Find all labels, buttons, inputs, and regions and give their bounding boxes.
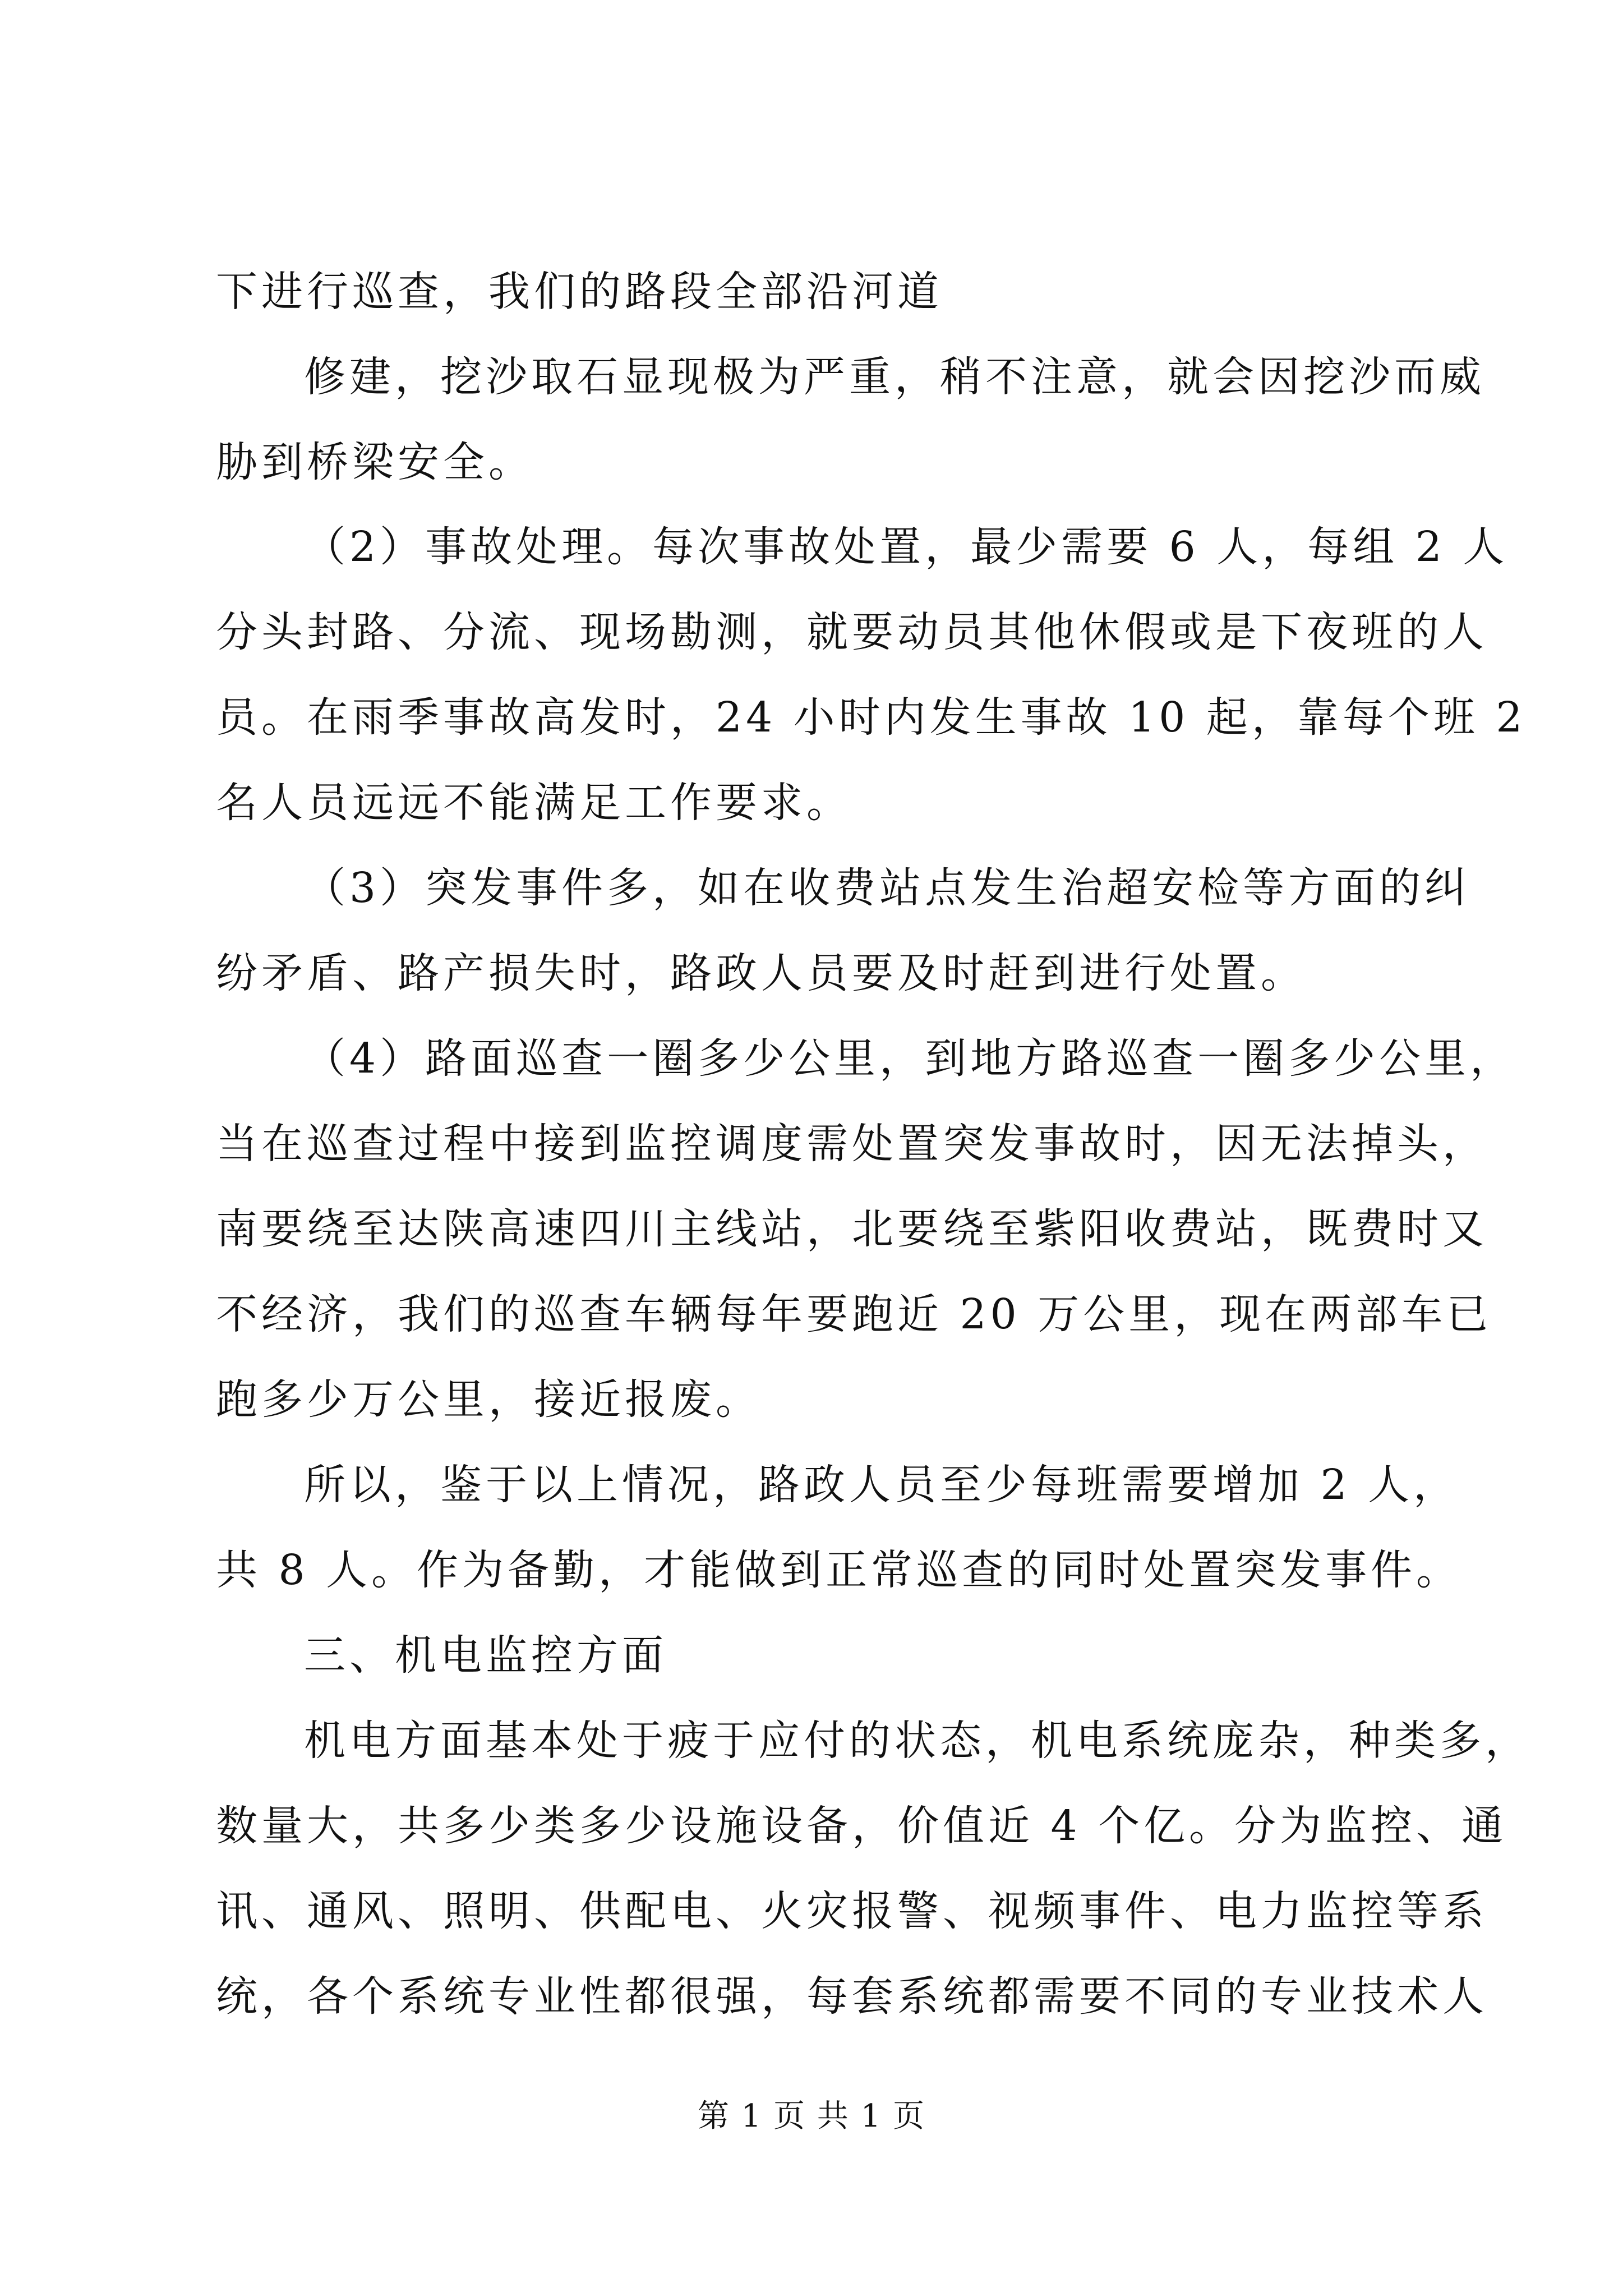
text-line: 统，各个系统专业性都很强，每套系统都需要不同的专业技术人 <box>216 1972 1488 2021</box>
section-heading: 三、机电监控方面 <box>304 1631 667 1680</box>
text-line: 讯、通风、照明、供配电、火灾报警、视频事件、电力监控等系 <box>216 1887 1488 1935</box>
text-line: 不经济，我们的巡查车辆每年要跑近 20 万公里，现在两部车已 <box>216 1290 1492 1338</box>
text-line: 分头封路、分流、现场勘测，就要动员其他休假或是下夜班的人 <box>216 608 1488 656</box>
text-line: 纷矛盾、路产损失时，路政人员要及时赶到进行处置。 <box>216 949 1306 997</box>
text-line: 机电方面基本处于疲于应付的状态，机电系统庞杂，种类多， <box>304 1717 1530 1765</box>
text-line: （3）突发事件多，如在收费站点发生治超安检等方面的纠 <box>304 864 1470 912</box>
text-line: 当在巡查过程中接到监控调度需处置突发事故时，因无法掉头， <box>216 1120 1488 1168</box>
text-line: 南要绕至达陕高速四川主线站，北要绕至紫阳收费站，既费时又 <box>216 1205 1488 1253</box>
text-line: 共 8 人。作为备勤，才能做到正常巡查的同时处置突发事件。 <box>216 1546 1462 1594</box>
text-line: 名人员远远不能满足工作要求。 <box>216 779 852 827</box>
page-footer: 第 1 页 共 1 页 <box>697 2098 926 2134</box>
text-line: 胁到桥梁安全。 <box>216 438 534 486</box>
text-line: 下进行巡查，我们的路段全部沿河道 <box>216 268 943 316</box>
text-line: （4）路面巡查一圈多少公里，到地方路巡查一圈多少公里， <box>304 1034 1516 1083</box>
text-line: 修建，挖沙取石显现极为严重，稍不注意，就会因挖沙而威 <box>304 353 1485 401</box>
text-line: 数量大，共多少类多少设施设备，价值近 4 个亿。分为监控、通 <box>216 1802 1507 1850</box>
text-line: （2）事故处理。每次事故处置，最少需要 6 人，每组 2 人 <box>304 523 1509 571</box>
text-line: 跑多少万公里，接近报废。 <box>216 1375 761 1424</box>
text-line: 所以，鉴于以上情况，路政人员至少每班需要增加 2 人， <box>304 1461 1459 1509</box>
text-line: 员。在雨季事故高发时，24 小时内发生事故 10 起，靠每个班 2 <box>216 693 1527 742</box>
